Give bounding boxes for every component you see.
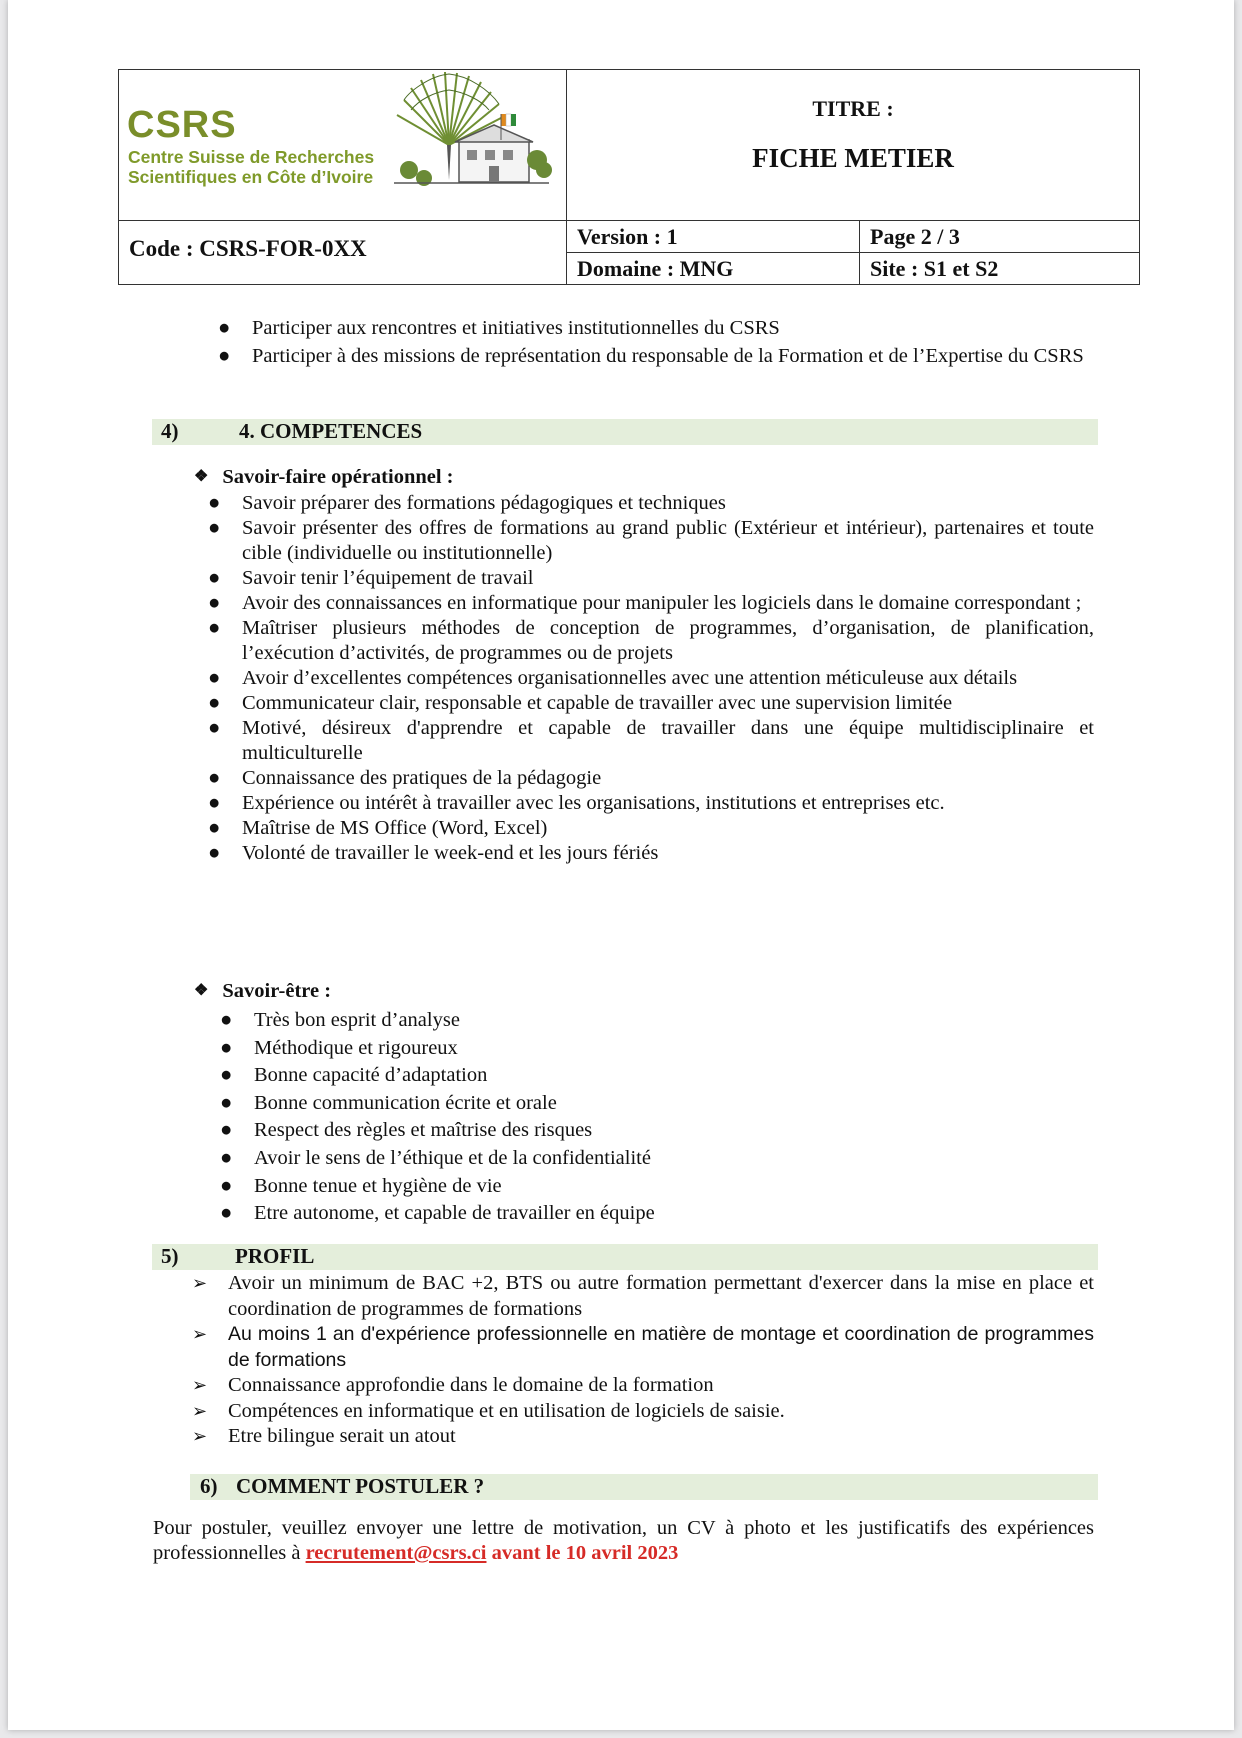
list-item: ● Savoir présenter des offres de formations au grand public (Extérieur et intérieur), partenaires et toute cible (individuelle ou institutionnelle) xyxy=(208,517,1094,564)
list-item: ● Avoir des connaissances en informatique pour manipuler les logiciels dans le domaine correspondant ; xyxy=(208,592,1082,614)
deadline-text: avant le 10 avril 2023 xyxy=(486,1542,679,1564)
logo-line-1: Centre Suisse de Recherches xyxy=(128,147,375,167)
list-item: ➢ Etre bilingue serait un atout xyxy=(228,1424,1094,1450)
arrow-bullet-icon: ➢ xyxy=(192,1324,208,1344)
title-label: TITRE : xyxy=(812,96,894,121)
list-item: ● Respect des règles et maîtrise des risques xyxy=(220,1119,593,1142)
domain-cell: Domaine : MNG xyxy=(567,253,860,285)
list-item: ● Volonté de travailler le week-end et les jours fériés xyxy=(208,842,659,864)
list-item: ● Maîtriser plusieurs méthodes de conception de programmes, d’organisation, de planification, l’exécution d’activités, de programmes ou de projets xyxy=(208,617,1094,664)
list-item: ● Bonne tenue et hygiène de vie xyxy=(220,1174,502,1197)
list-item: ➢ Connaissance approfondie dans le domaine de la formation xyxy=(228,1373,1094,1399)
apply-paragraph: Pour postuler, veuillez envoyer une lettre de motivation, un CV à photo et les justificatifs des expériences professionnelles à recrutement@csrs.ci avant le 10 avril 2023 xyxy=(153,1517,1094,1564)
logo-palm-building-icon xyxy=(389,70,554,195)
list-item: ➢ Compétences en informatique et en utilisation de logiciels de saisie. xyxy=(228,1399,1094,1425)
arrow-bullet-icon: ➢ xyxy=(192,1375,208,1395)
email-link[interactable]: recrutement@csrs.ci xyxy=(305,1542,487,1564)
list-item: ● Connaissance des pratiques de la pédagogie xyxy=(208,767,602,789)
list-item: ● Participer aux rencontres et initiatives institutionnelles du CSRS xyxy=(218,317,780,339)
list-item: ● Communicateur clair, responsable et capable de travailler avec une supervision limitée xyxy=(208,692,953,714)
site-cell: Site : S1 et S2 xyxy=(870,256,999,281)
savoir-faire-list xyxy=(208,491,1094,866)
list-item: ● Motivé, désireux d'apprendre et capable de travailler dans une équipe multidisciplinaire et multiculturelle xyxy=(208,717,1094,764)
list-item: ● Avoir d’excellentes compétences organisationnelles avec une attention méticuleuse aux détails xyxy=(208,667,1018,689)
section-5-heading xyxy=(152,1244,1098,1270)
list-item: ➢ Avoir un minimum de BAC +2, BTS ou autre formation permettant d'exercer dans la mise en place et coordination de programmes de formations xyxy=(192,1272,1094,1320)
list-item: ● Avoir le sens de l’éthique et de la confidentialité xyxy=(220,1146,651,1169)
list-item: ● Savoir tenir l’équipement de travail xyxy=(208,567,534,589)
arrow-bullet-icon: ➢ xyxy=(192,1426,208,1446)
page-number-cell: Page 2 / 3 xyxy=(860,221,1139,253)
diamond-bullet-icon: ❖ xyxy=(194,468,209,485)
section-5-number: 5) xyxy=(161,1244,179,1268)
profile-list xyxy=(192,1271,1094,1450)
savoir-etre-heading: ❖ Savoir-être : xyxy=(194,980,332,1002)
savoir-etre-list xyxy=(220,1007,1094,1228)
list-item: ● Etre autonome, et capable de travailler en équipe xyxy=(220,1202,655,1225)
list-item: ● Expérience ou intérêt à travailler avec les organisations, institutions et entreprises etc. xyxy=(208,792,945,814)
section-4-number: 4) xyxy=(161,419,179,443)
logo-line-2: Scientifiques en Côte d’Ivoire xyxy=(128,167,374,187)
section-4-heading xyxy=(152,419,1098,445)
diamond-bullet-icon: ❖ xyxy=(194,982,209,999)
list-item: ● Méthodique et rigoureux xyxy=(220,1036,458,1059)
list-item: ● Bonne communication écrite et orale xyxy=(220,1091,557,1114)
header-table xyxy=(118,69,1140,285)
logo-acronym: CSRS xyxy=(127,104,237,146)
logo-cell xyxy=(119,70,567,220)
list-item: ● Bonne capacité d’adaptation xyxy=(220,1064,488,1087)
list-item: ● Savoir préparer des formations pédagogiques et techniques xyxy=(208,492,726,514)
section-6-heading xyxy=(190,1474,1098,1500)
document-title: FICHE METIER xyxy=(752,143,954,173)
title-cell xyxy=(567,70,1139,220)
section-6-title: COMMENT POSTULER ? xyxy=(236,1474,485,1498)
list-item: ➢ Au moins 1 an d'expérience professionnelle en matière de montage et coordination de programmes de formations xyxy=(192,1323,1094,1371)
arrow-bullet-icon: ➢ xyxy=(192,1273,208,1293)
section-6-number: 6) xyxy=(200,1474,218,1498)
section-5-title: PROFIL xyxy=(235,1244,315,1268)
list-item: ● Participer à des missions de représentation du responsable de la Formation et de l’Expertise du CSRS xyxy=(218,345,1084,367)
header-meta-row xyxy=(119,220,1139,284)
section-4-title: 4. COMPETENCES xyxy=(239,419,423,443)
arrow-bullet-icon: ➢ xyxy=(192,1400,208,1421)
list-item: ● Très bon esprit d’analyse xyxy=(220,1009,460,1031)
list-item: ● Maîtrise de MS Office (Word, Excel) xyxy=(208,817,548,839)
document-page xyxy=(8,0,1234,1730)
document-code: Code : CSRS-FOR-0XX xyxy=(119,221,567,284)
intro-bullet-list xyxy=(218,316,1094,369)
version-cell: Version : 1 xyxy=(567,221,860,253)
savoir-faire-heading: ❖ Savoir-faire opérationnel : xyxy=(194,466,454,488)
